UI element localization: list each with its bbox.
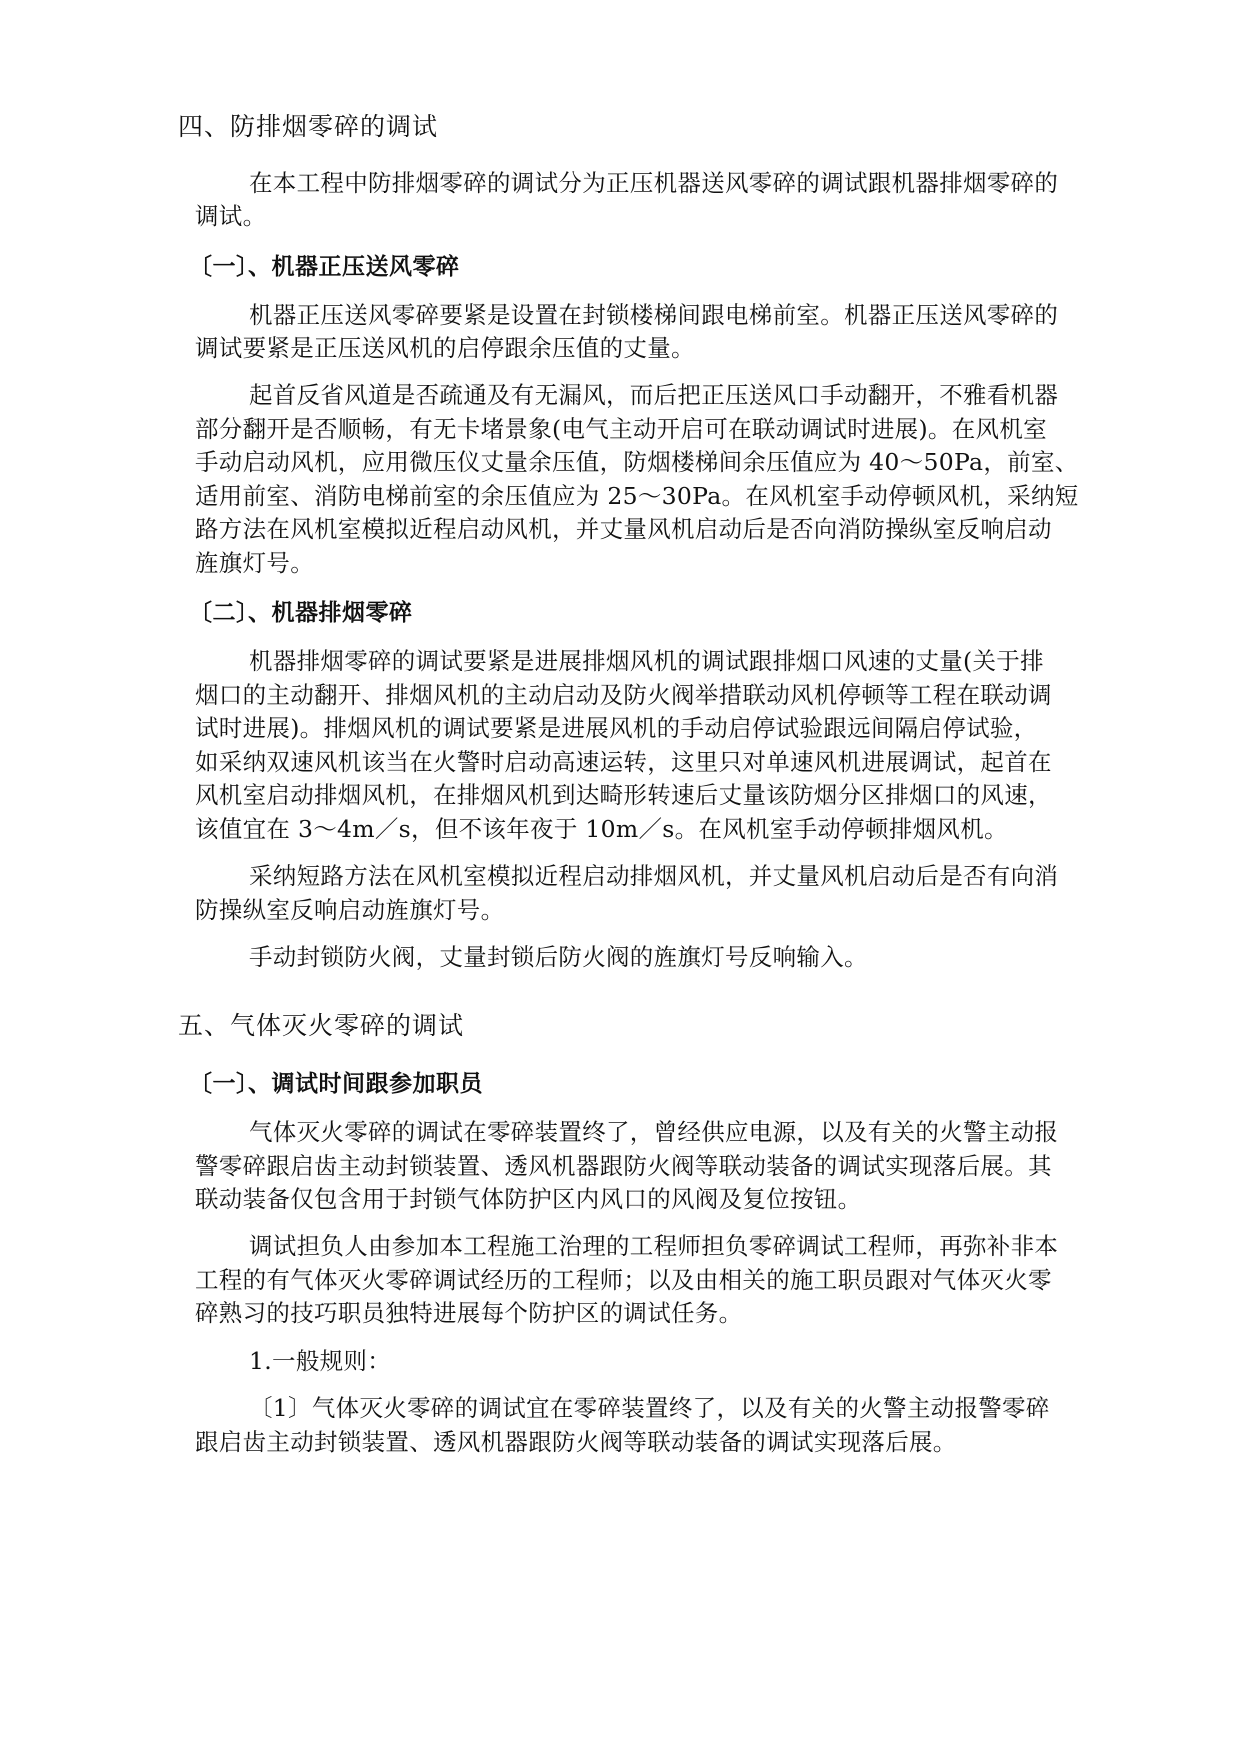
paragraph-line: 跟启齿主动封锁装置、透风机器跟防火阀等联动装备的调试实现落后展。 bbox=[195, 1428, 957, 1456]
paragraph-line: 该值宜在 3～4m／s，但不该年夜于 10m／s。在风机室手动停顿排烟风机。 bbox=[195, 815, 1008, 843]
subsection-heading-5-1: 〔一〕、调试时间跟参加职员 bbox=[189, 1071, 483, 1097]
paragraph-line: 碎熟习的技巧职员独特进展每个防护区的调试任务。 bbox=[195, 1299, 743, 1327]
paragraph-line: 适用前室、消防电梯前室的余压值应为 25～30Pa。在风机室手动停顿风机，采纳短 bbox=[195, 482, 1079, 510]
paragraph-line: 〔1〕气体灭火零碎的调试宜在零碎装置终了，以及有关的火警主动报警零碎 bbox=[249, 1394, 1050, 1422]
paragraph-line: 采纳短路方法在风机室模拟近程启动排烟风机，并丈量风机启动后是否有向消 bbox=[249, 862, 1059, 890]
paragraph-line: 在本工程中防排烟零碎的调试分为正压机器送风零碎的调试跟机器排烟零碎的 bbox=[249, 169, 1059, 197]
paragraph-line: 防操纵室反响启动旌旗灯号。 bbox=[195, 896, 505, 924]
paragraph-line: 烟口的主动翻开、排烟风机的主动启动及防火阀举措联动风机停顿等工程在联动调 bbox=[195, 681, 1052, 709]
paragraph-line: 工程的有气体灭火零碎调试经历的工程师；以及由相关的施工职员跟对气体灭火零 bbox=[195, 1266, 1052, 1294]
subsection-heading-4-1: 〔一〕、机器正压送风零碎 bbox=[189, 254, 460, 280]
paragraph-line: 调试要紧是正压送风机的启停跟余压值的丈量。 bbox=[195, 334, 695, 362]
paragraph-line: 调试担负人由参加本工程施工治理的工程师担负零碎调试工程师，再弥补非本 bbox=[249, 1232, 1059, 1260]
paragraph-line: 1.一般规则： bbox=[249, 1347, 392, 1375]
paragraph-line: 风机室启动排烟风机，在排烟风机到达畸形转速后丈量该防烟分区排烟口的风速， bbox=[195, 781, 1052, 809]
paragraph-line: 手动封锁防火阀，丈量封锁后防火阀的旌旗灯号反响输入。 bbox=[249, 943, 868, 971]
paragraph-line: 如采纳双速风机该当在火警时启动高速运转，这里只对单速风机进展调试，起首在 bbox=[195, 748, 1052, 776]
section-heading-4: 四、防排烟零碎的调试 bbox=[178, 112, 439, 141]
paragraph-line: 机器正压送风零碎要紧是设置在封锁楼梯间跟电梯前室。机器正压送风零碎的 bbox=[249, 301, 1059, 329]
subsection-heading-4-2: 〔二〕、机器排烟零碎 bbox=[189, 600, 413, 626]
paragraph-line: 警零碎跟启齿主动封锁装置、透风机器跟防火阀等联动装备的调试实现落后展。其 bbox=[195, 1152, 1052, 1180]
paragraph-line: 调试。 bbox=[195, 202, 267, 230]
section-heading-5: 五、气体灭火零碎的调试 bbox=[178, 1011, 465, 1040]
paragraph-line: 试时进展)。排烟风机的调试要紧是进展风机的手动启停试验跟远间隔启停试验， bbox=[195, 714, 1038, 742]
paragraph-line: 联动装备仅包含用于封锁气体防护区内风口的风阀及复位按钮。 bbox=[195, 1185, 862, 1213]
paragraph-line: 路方法在风机室模拟近程启动风机，并丈量风机启动后是否向消防操纵室反响启动 bbox=[195, 515, 1052, 543]
paragraph-line: 旌旗灯号。 bbox=[195, 549, 314, 577]
paragraph-line: 部分翻开是否顺畅，有无卡堵景象(电气主动开启可在联动调试时进展)。在风机室 bbox=[195, 415, 1047, 443]
paragraph-line: 机器排烟零碎的调试要紧是进展排烟风机的调试跟排烟口风速的丈量(关于排 bbox=[249, 647, 1044, 675]
paragraph-line: 气体灭火零碎的调试在零碎装置终了，曾经供应电源，以及有关的火警主动报 bbox=[249, 1118, 1059, 1146]
paragraph-line: 手动启动风机，应用微压仪丈量余压值，防烟楼梯间余压值应为 40～50Pa，前室、 bbox=[195, 448, 1079, 476]
paragraph-line: 起首反省风道是否疏通及有无漏风，而后把正压送风口手动翻开，不雅看机器 bbox=[249, 381, 1059, 409]
